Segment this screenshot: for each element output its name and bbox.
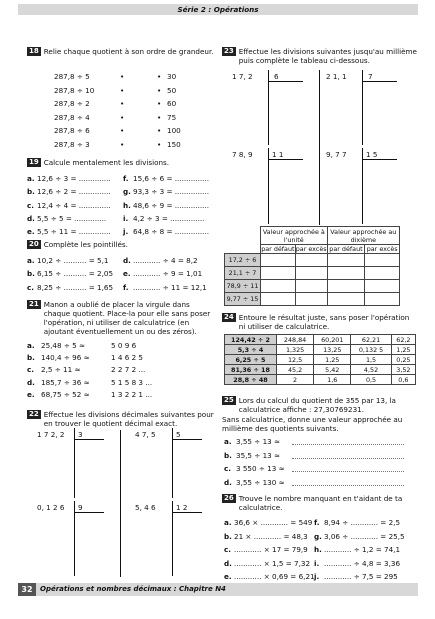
ex21-operation: 140,4 ÷ 96 ≈ xyxy=(41,353,90,363)
ex25-item: 3,55 ÷ 130 ≈ xyxy=(236,477,285,487)
ex19-item: 93,3 ÷ 3 = ............... xyxy=(133,187,210,197)
ex18-dot-left: • xyxy=(120,140,125,149)
ex23-div2-underline xyxy=(362,81,397,82)
ex24-number: 24 xyxy=(224,313,234,321)
ex23-div3-divisor: 1 1 xyxy=(272,150,284,159)
ex18-magnitude: 50 xyxy=(167,85,177,95)
ex26-item: ............ × 17 = 79,9 xyxy=(234,545,308,554)
ex23-div2-dividend: 2 1, 1 xyxy=(326,72,347,81)
ex19-letter: e. xyxy=(27,227,35,237)
ex21-operation: 2,5 ÷ 11 ≈ xyxy=(41,365,81,375)
ex18-quotient: 287,8 ÷ 4 xyxy=(54,112,90,122)
ex22-column-divider xyxy=(120,430,121,577)
ex24-choice[interactable]: 62,2 xyxy=(391,335,415,345)
ex22-div2-divisor: 5 xyxy=(176,430,181,439)
ex19-letter: i. xyxy=(123,213,129,223)
ex20-letter: c. xyxy=(27,282,34,292)
ex24-instruction: Entoure le résultat juste, sans poser l'opération ni utiliser de calculatrice. xyxy=(238,313,410,331)
ex24-choice[interactable]: 5,42 xyxy=(314,365,351,375)
ex18-dot-left: • xyxy=(120,112,125,122)
ex24-choice[interactable]: 12,5 xyxy=(277,355,314,365)
ex24-row xyxy=(225,375,416,385)
ex19-letter: g. xyxy=(123,187,131,197)
ex18-dot-right: • xyxy=(157,126,162,136)
ex23-div2-divisor: 7 xyxy=(368,72,373,81)
ex19-item: 15,6 ÷ 6 = ............... xyxy=(133,174,210,183)
ex23-table-sub: par défaut xyxy=(327,245,365,254)
ex20-item: ............ ÷ 11 = 12,1 xyxy=(133,282,207,292)
ex23-div4-underline xyxy=(362,159,397,160)
page-number: 32 xyxy=(18,583,36,596)
ex23-table-sub: par défaut xyxy=(261,245,295,253)
ex24-choice[interactable]: 248,84 xyxy=(277,335,314,345)
ex24-row xyxy=(225,365,416,375)
ex25-answer-line[interactable] xyxy=(292,485,404,486)
ex23-number: 23 xyxy=(224,47,234,55)
ex23-approx-table xyxy=(224,226,400,306)
ex26-letter: d. xyxy=(224,558,232,568)
ex24-choice[interactable]: 2 xyxy=(277,375,314,385)
ex24-choice[interactable]: 0,5 xyxy=(351,375,391,385)
ex19-number: 19 xyxy=(29,158,39,166)
ex23-div1-underline xyxy=(268,81,303,82)
ex26-header xyxy=(222,494,418,512)
ex25-letter: d. xyxy=(224,477,232,487)
ex24-operation: 28,8 ÷ 48 xyxy=(225,375,277,385)
ex19-item: 5,5 ÷ 5 = .............. xyxy=(37,213,107,223)
ex18-quotient: 287,8 ÷ 3 xyxy=(54,140,90,149)
ex24-choice[interactable]: 1,6 xyxy=(314,375,351,385)
ex18-dot-right: • xyxy=(157,140,162,149)
ex26-item: ............ × 1,5 = 7,32 xyxy=(234,558,311,568)
ex18-header xyxy=(27,47,215,56)
ex19-instruction: Calcule mentalement les divisions. xyxy=(43,158,170,167)
ex24-row xyxy=(225,355,416,365)
ex20-instruction: Complète les pointillés. xyxy=(43,240,128,249)
ex23-div4-dividend: 9, 7 7 xyxy=(326,150,347,159)
ex20-item: 8,25 ÷ .......... = 1,65 xyxy=(37,282,114,292)
ex21-result: 5 0 9 6 xyxy=(111,341,137,350)
ex24-operation: 5,3 ÷ 4 xyxy=(225,345,277,355)
ex21-result: 1 4 6 2 5 xyxy=(111,353,144,363)
ex22-div4-divisor: 1 2 xyxy=(176,503,188,512)
ex19-item: 5,5 ÷ 11 = .............. xyxy=(37,227,111,237)
ex18-magnitude: 75 xyxy=(167,112,177,122)
ex19-letter: f. xyxy=(123,174,129,183)
ex21-result: 5 1 5 8 3 ... xyxy=(111,377,153,387)
ex18-dot-left: • xyxy=(120,72,125,81)
ex24-header xyxy=(222,313,418,331)
ex23-div1-dividend: 1 7, 2 xyxy=(232,72,253,81)
ex18-dot-right: • xyxy=(157,72,162,81)
ex21-header xyxy=(27,300,217,336)
ex24-row xyxy=(225,345,416,355)
footer-title: Opérations et nombres décimaux : Chapitre N4 xyxy=(40,585,226,593)
ex25-item: 3,55 ÷ 13 ≈ xyxy=(236,437,281,446)
ex25-answer-line[interactable] xyxy=(292,444,404,445)
ex18-dot-left: • xyxy=(120,85,125,95)
ex24-row xyxy=(225,335,416,345)
ex19-letter: d. xyxy=(27,213,35,223)
right-column xyxy=(222,0,418,580)
ex24-choice[interactable]: 60,201 xyxy=(314,335,351,345)
ex19-item: 12,6 ÷ 2 = .............. xyxy=(37,187,111,197)
ex25-answer-line[interactable] xyxy=(292,458,404,459)
ex22-div3-underline xyxy=(74,512,104,513)
ex22-div1-underline xyxy=(74,439,104,440)
ex20-letter: e. xyxy=(123,269,131,279)
ex26-instruction: Trouve le nombre manquant en t'aidant de ta calculatrice. xyxy=(238,494,403,512)
ex26-item: 3,06 ÷ ............ = 25,5 xyxy=(324,531,405,541)
ex22-div1-dividend: 1 7 2, 2 xyxy=(37,430,65,439)
ex23-table-row-label: 9,77 ÷ 15 xyxy=(225,293,261,306)
ex20-number: 20 xyxy=(29,240,39,248)
ex24-choice[interactable]: 13,25 xyxy=(314,345,351,355)
ex26-letter: f. xyxy=(314,518,320,527)
ex18-magnitude: 150 xyxy=(167,140,181,149)
ex26-letter: g. xyxy=(314,531,322,541)
ex23-table-head-tenth: Valeur approchée au dixième xyxy=(327,227,399,245)
ex19-letter: a. xyxy=(27,174,35,183)
ex19-letter: j. xyxy=(123,227,129,237)
ex23-table-sub: par excès xyxy=(295,245,327,253)
ex23-div1-divisor: 6 xyxy=(274,72,279,81)
ex24-choice[interactable]: 45,2 xyxy=(277,365,314,375)
ex19-item: 4,2 ÷ 3 = ............... xyxy=(133,213,205,223)
ex25-answer-line[interactable] xyxy=(292,471,404,472)
ex18-instruction: Relie chaque quotient à son ordre de grandeur. xyxy=(43,47,214,56)
ex18-dot-right: • xyxy=(157,112,162,122)
ex21-operation: 25,48 ÷ 5 ≈ xyxy=(41,341,86,350)
ex18-dot-left: • xyxy=(120,126,125,136)
ex24-choice[interactable]: 4,52 xyxy=(351,365,391,375)
ex25-item: 35,5 ÷ 13 ≈ xyxy=(236,450,281,460)
ex25-letter: c. xyxy=(224,464,231,473)
ex18-quotient: 287,8 ÷ 6 xyxy=(54,126,90,136)
ex18-number: 18 xyxy=(29,47,39,55)
ex24-table xyxy=(224,334,416,385)
ex22-div4-underline xyxy=(172,512,202,513)
ex21-result: 1 3 2 2 1 ... xyxy=(111,389,153,399)
ex19-item: 64,8 ÷ 8 = ............... xyxy=(133,227,210,237)
ex20-header xyxy=(27,240,128,249)
ex23-table-row-label: 21,1 ÷ 7 xyxy=(225,267,261,280)
ex20-item: ............ ÷ 4 = 8,2 xyxy=(133,256,198,265)
ex25-letter: a. xyxy=(224,437,232,446)
ex24-choice[interactable]: 1,325 xyxy=(277,345,314,355)
ex23-table-head-unit: Valeur approchée à l'unité xyxy=(261,227,328,245)
ex18-quotient: 287,8 ÷ 5 xyxy=(54,72,90,81)
ex20-item: 10,2 ÷ .......... = 5,1 xyxy=(37,256,109,265)
ex19-letter: c. xyxy=(27,200,34,210)
ex20-item: 6,15 ÷ .......... = 2,05 xyxy=(37,269,114,279)
ex21-letter: a. xyxy=(27,341,35,350)
ex23-instruction: Effectue les divisions suivantes jusqu'au millième puis complète le tableau ci-dessous. xyxy=(238,47,417,65)
ex26-letter: c. xyxy=(224,545,231,554)
ex25-item: 3 550 ÷ 13 ≈ xyxy=(236,464,285,473)
ex26-number: 26 xyxy=(224,494,234,502)
ex23-div3-dividend: 7 8, 9 xyxy=(232,150,253,159)
ex18-dot-right: • xyxy=(157,85,162,95)
ex24-choice[interactable]: 1,5 xyxy=(351,355,391,365)
ex23-div4-divisor: 1 5 xyxy=(366,150,378,159)
ex19-letter: b. xyxy=(27,187,35,197)
left-column xyxy=(27,0,217,580)
ex19-item: 12,4 ÷ 4 = .............. xyxy=(37,200,111,210)
ex24-choice[interactable]: 62,21 xyxy=(351,335,391,345)
ex22-div3-dividend: 0, 1 2 6 xyxy=(37,503,65,512)
ex22-div1-divisor: 3 xyxy=(78,430,83,439)
ex24-choice[interactable]: 0,25 xyxy=(391,355,415,365)
ex24-operation: 124,42 ÷ 2 xyxy=(225,335,277,345)
ex25-number: 25 xyxy=(224,396,234,404)
ex23-div3-underline xyxy=(268,159,303,160)
ex19-header xyxy=(27,158,169,167)
ex26-letter: i. xyxy=(314,558,320,568)
ex22-number: 22 xyxy=(29,410,39,418)
page-header-title: Série 2 : Opérations xyxy=(177,5,259,14)
ex21-operation: 68,75 ÷ 52 ≈ xyxy=(41,389,90,399)
ex21-letter: e. xyxy=(27,389,35,399)
ex21-letter: d. xyxy=(27,377,35,387)
ex21-number: 21 xyxy=(29,300,39,308)
ex26-letter: e. xyxy=(224,572,232,581)
ex24-operation: 6,25 ÷ 5 xyxy=(225,355,277,365)
ex26-item: ............ × 0,69 = 6,21 xyxy=(234,572,315,581)
ex19-letter: h. xyxy=(123,200,131,210)
ex24-choice[interactable]: 3,52 xyxy=(391,365,415,375)
ex22-div2-dividend: 4 7, 5 xyxy=(135,430,156,439)
ex23-table-row-label: 78,9 ÷ 11 xyxy=(225,280,261,293)
ex22-div4-dividend: 5, 4 6 xyxy=(135,503,156,512)
ex18-dot-right: • xyxy=(157,99,162,109)
ex20-letter: d. xyxy=(123,256,131,265)
ex21-operation: 185,7 ÷ 36 ≈ xyxy=(41,377,90,387)
ex18-dot-left: • xyxy=(120,99,125,109)
ex26-letter: h. xyxy=(314,545,322,554)
ex24-choice[interactable]: 1,25 xyxy=(391,345,415,355)
ex26-letter: j. xyxy=(314,572,320,581)
ex23-column-divider xyxy=(319,70,320,225)
ex18-magnitude: 100 xyxy=(167,126,181,136)
ex24-choice[interactable]: 1,25 xyxy=(314,355,351,365)
ex24-choice[interactable]: 0,132 5 xyxy=(351,345,391,355)
ex26-item: ............ ÷ 4,8 = 3,36 xyxy=(324,558,401,568)
ex26-letter: b. xyxy=(224,531,232,541)
ex23-header xyxy=(222,47,418,65)
ex24-choice[interactable]: 0,6 xyxy=(391,375,415,385)
ex20-letter: a. xyxy=(27,256,35,265)
ex25-header xyxy=(222,396,418,414)
ex23-table-row-label: 17,2 ÷ 6 xyxy=(225,254,261,267)
ex25-letter: b. xyxy=(224,450,232,460)
ex20-letter: f. xyxy=(123,282,129,292)
ex24-operation: 81,36 ÷ 18 xyxy=(225,365,277,375)
ex22-instruction: Effectue les divisions décimales suivantes pour en trouver le quotient décimal exact. xyxy=(43,410,214,428)
ex21-result: 2 2 7 2 ... xyxy=(111,365,146,375)
ex26-item: ............ ÷ 7,5 = 295 xyxy=(324,572,398,581)
ex21-letter: b. xyxy=(27,353,35,363)
ex22-div2-underline xyxy=(172,439,202,440)
ex20-letter: b. xyxy=(27,269,35,279)
ex26-item: ............ ÷ 1,2 = 74,1 xyxy=(324,545,401,554)
ex25-instruction-2: Sans calculatrice, donne une valeur approchée au millième des quotients suivants. xyxy=(222,415,403,433)
ex20-item: ............ ÷ 9 = 1,01 xyxy=(133,269,203,279)
ex26-item: 21 × ............ = 48,3 xyxy=(234,531,308,541)
ex19-item: 12,6 ÷ 3 = .............. xyxy=(37,174,111,183)
ex21-instruction: Manon a oublié de placer la virgule dans chaque quotient. Place-la pour elle sans poser l'opération, ni utiliser de calculatrice (en ajoutant éventuellement un ou des zéros). xyxy=(43,300,211,336)
ex21-letter: c. xyxy=(27,365,34,375)
ex22-header xyxy=(27,410,217,428)
ex25-instruction: Lors du calcul du quotient de 355 par 13, la calculatrice affiche : 27,30769231. xyxy=(238,396,396,414)
ex18-magnitude: 60 xyxy=(167,99,177,109)
ex19-item: 48,6 ÷ 9 = ............... xyxy=(133,200,210,210)
ex26-item: 36,6 × ............ = 549 xyxy=(234,518,313,527)
ex22-div3-divisor: 9 xyxy=(78,503,83,512)
ex18-magnitude: 30 xyxy=(167,72,177,81)
ex18-quotient: 287,8 ÷ 2 xyxy=(54,99,90,109)
ex18-quotient: 287,8 ÷ 10 xyxy=(54,85,95,95)
ex26-item: 8,94 ÷ ............ = 2,5 xyxy=(324,518,401,527)
ex26-letter: a. xyxy=(224,518,232,527)
ex23-table-sub: par excès xyxy=(366,245,398,253)
